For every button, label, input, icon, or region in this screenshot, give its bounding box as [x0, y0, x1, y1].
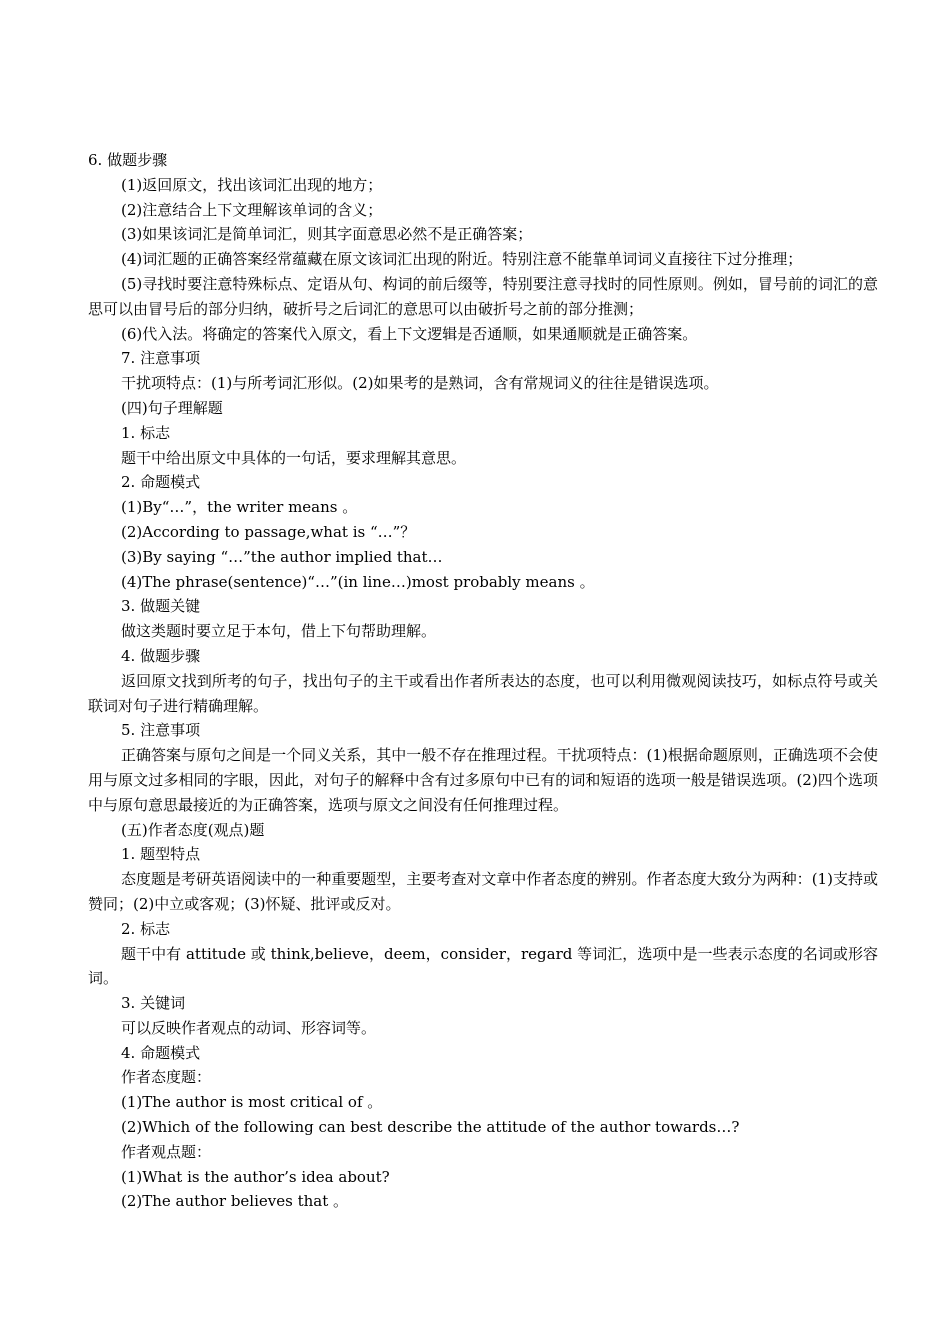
pattern-4: (4)The phrase(sentence)“…”(in line…)most probably means 。 [121, 572, 595, 591]
subheading-notes: 5. 注意事项 [121, 721, 201, 740]
pattern-2: (2)According to passage,what is “…”？ [121, 522, 416, 541]
subheading-marker: 1. 标志 [121, 423, 171, 442]
section-author-attitude: (五)作者态度(观点)题 [121, 820, 265, 839]
viewpoint-questions-label: 作者观点题： [121, 1142, 212, 1161]
step-3: (3)如果该词汇是简单词汇，则其字面意思必然不是正确答案； [121, 225, 533, 244]
viewpoint-pattern-2: (2)The author believes that 。 [121, 1192, 349, 1211]
keywords-text: 可以反映作者观点的动词、形容词等。 [121, 1018, 377, 1037]
subheading-key: 3. 做题关键 [121, 597, 201, 616]
step-6: (6)代入法。将确定的答案代入原文，看上下文逻辑是否通顺，如果通顺就是正确答案。 [121, 324, 698, 343]
heading-notes: 7. 注意事项 [121, 349, 201, 368]
key-text: 做这类题时要立足于本句，借上下句帮助理解。 [121, 622, 437, 641]
pattern-3: (3)By saying “…”the author implied that… [121, 547, 443, 566]
step-1: (1)返回原文，找出该词汇出现的地方； [121, 175, 383, 194]
step-5: (5)寻找时要注意特殊标点、定语从句、构词的前后缀等，特别要注意寻找时的同性原则。例如，冒号前的词汇的意思可以由冒号后的部分归纳，破折号之后词汇的意思可以由破折号之前的部分推测； [88, 274, 878, 318]
notes-text: 正确答案与原句之间是一个同义关系，其中一般不存在推理过程。干扰项特点：(1)根据命题原则，正确选项不会使用与原文过多相同的字眼，因此，对句子的解释中含有过多原句中已有的词和短语的选项一般是错误选项。(2)四个选项中与原句意思最接近的为正确答案，选项与原文之间没有任何推理过程。 [88, 746, 878, 814]
attitude-pattern-2: (2)Which of the following can best describe the attitude of the author towards…? [121, 1118, 740, 1137]
section-sentence-comprehension: (四)句子理解题 [121, 398, 223, 417]
steps-text: 返回原文找到所考的句子，找出句子的主干或看出作者所表达的态度，也可以利用微观阅读技巧，如标点符号或关联词对句子进行精确理解。 [88, 671, 878, 715]
subheading-question-patterns: 2. 命题模式 [121, 473, 201, 492]
heading-solving-steps: 6. 做题步骤 [88, 151, 168, 169]
subheading-type-features: 1. 题型特点 [121, 845, 201, 864]
pattern-1: (1)By“…”，the writer means 。 [121, 498, 358, 517]
marker-text: 题干中给出原文中具体的一句话，要求理解其意思。 [121, 448, 467, 467]
subheading-keywords: 3. 关键词 [121, 994, 186, 1013]
step-4: (4)词汇题的正确答案经常蕴藏在原文该词汇出现的附近。特别注意不能靠单词词义直接往下过分推理； [121, 250, 803, 269]
marker-text-2: 题干中有 attitude 或 think,believe，deem，consider，regard 等词汇，选项中是一些表示态度的名词或形容词。 [88, 944, 878, 988]
subheading-question-patterns-2: 4. 命题模式 [121, 1043, 201, 1062]
step-2: (2)注意结合上下文理解该单词的含义； [121, 200, 383, 219]
type-features-text: 态度题是考研英语阅读中的一种重要题型，主要考查对文章中作者态度的辨别。作者态度大致分为两种：(1)支持或赞同；(2)中立或客观；(3)怀疑、批评或反对。 [88, 870, 878, 913]
subheading-marker-2: 2. 标志 [121, 919, 171, 938]
document-body [88, 148, 878, 1214]
attitude-questions-label: 作者态度题： [121, 1068, 212, 1087]
distractor-features: 干扰项特点：(1)与所考词汇形似。(2)如果考的是熟词，含有常规词义的往往是错误选项。 [121, 374, 719, 393]
attitude-pattern-1: (1)The author is most critical of 。 [121, 1093, 383, 1112]
subheading-steps: 4. 做题步骤 [121, 646, 201, 665]
viewpoint-pattern-1: (1)What is the author’s idea about? [121, 1167, 390, 1186]
